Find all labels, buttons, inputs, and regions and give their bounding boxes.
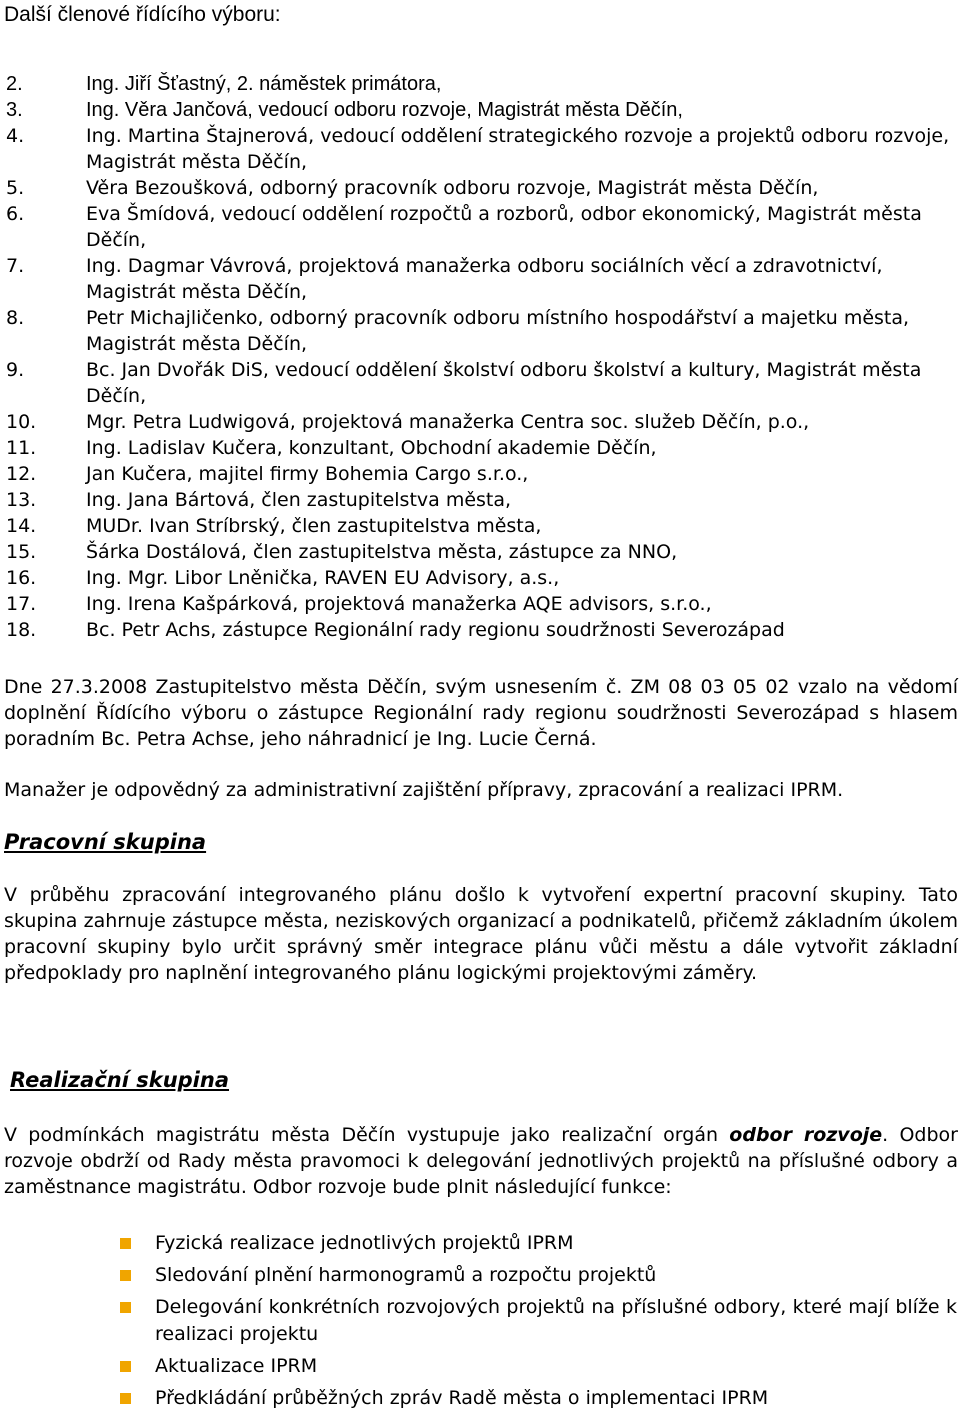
list-item [0, 357, 960, 409]
list-item [0, 305, 960, 357]
list-item-text: Ing. Věra Jančová, vedoucí odboru rozvoje, Magistrát města Děčín, [86, 99, 683, 121]
list-item-number: 7. [6, 255, 25, 277]
manager-paragraph: Manažer je odpovědný za administrativní zajištění přípravy, zpracování a realizaci IPRM. [4, 779, 844, 801]
list-item [0, 201, 960, 253]
list-item [0, 1385, 960, 1412]
list-item-number: 6. [6, 203, 25, 225]
list-item [0, 1262, 960, 1289]
list-item-text: Předkládání průběžných zpráv Radě města o implementaci IPRM [155, 1387, 769, 1409]
list-item-text: MUDr. Ivan Stríbrský, člen zastupitelstva města, [86, 515, 542, 537]
list-item-number: 4. [6, 125, 25, 147]
list-item [0, 539, 960, 565]
list-item [0, 435, 960, 461]
list-item-text: Věra Bezoušková, odborný pracovník odboru rozvoje, Magistrát města Děčín, [86, 177, 819, 199]
square-bullet-icon [120, 1361, 131, 1372]
list-item [0, 1230, 960, 1257]
square-bullet-icon [120, 1270, 131, 1281]
list-item-number: 8. [6, 307, 25, 329]
implementation-paragraph [4, 1122, 958, 1200]
square-bullet-icon [120, 1238, 131, 1249]
list-item [0, 617, 960, 643]
list-item-text: Delegování konkrétních rozvojových projektů na příslušné odbory, které mají blíže k realizaci projektu [155, 1296, 957, 1345]
working-group-paragraph: V průběhu zpracování integrovaného plánu došlo k vytvoření expertní pracovní skupiny. Tato skupina zahrnuje zástupce města, neziskových organizací a podnikatelů, přičemž základním úkolem pracovní skupiny bylo určit správný směr integrace plánu vůči městu a dále vytvořit základní předpoklady pro naplnění integrovaného plánu logickými projektovými záměry. [4, 884, 958, 984]
list-item-text: Jan Kučera, majitel firmy Bohemia Cargo s.r.o., [86, 463, 529, 485]
list-item-text: Mgr. Petra Ludwigová, projektová manažerka Centra soc. služeb Děčín, p.o., [86, 411, 810, 433]
list-item-number: 5. [6, 177, 25, 199]
list-item-text: Šárka Dostálová, člen zastupitelstva města, zástupce za NNO, [86, 541, 678, 563]
list-item-text: Ing. Jiří Šťastný, 2. náměstek primátora, [86, 73, 442, 95]
list-item [0, 97, 960, 123]
functions-list [0, 1230, 960, 1417]
list-item-number: 11. [6, 437, 37, 459]
list-item [0, 123, 960, 175]
list-item-text: Petr Michajličenko, odborný pracovník odboru místního hospodářství a majetku města, Magistrát města Děčín, [86, 307, 910, 355]
list-item [0, 1294, 960, 1348]
list-item-text: Ing. Ladislav Kučera, konzultant, Obchodní akademie Děčín, [86, 437, 657, 459]
list-item-number: 15. [6, 541, 37, 563]
resolution-paragraph: Dne 27.3.2008 Zastupitelstvo města Děčín, svým usnesením č. ZM 08 03 05 02 vzalo na vědomí doplnění Řídícího výboru o zástupce Regionální rady regionu soudržnosti Severozápad s hlasem poradním Bc. Petra Achse, jeho náhradnicí je Ing. Lucie Černá. [4, 676, 958, 750]
committee-member-list [0, 71, 960, 643]
implementation-text-start: V podmínkách magistrátu města Děčín vystupuje jako realizační orgán [4, 1124, 730, 1146]
list-item-text: Ing. Irena Kašpárková, projektová manažerka AQE advisors, s.r.o., [86, 593, 712, 615]
list-item [0, 1353, 960, 1380]
list-item [0, 253, 960, 305]
implementation-text-end: . Odbor rozvoje obdrží od Rady města pravomoci k delegování jednotlivých projektů na příslušné odbory a zaměstnance magistrátu. Odbor rozvoje bude plnit následující funkce: [4, 1124, 958, 1198]
list-item-text: Eva Šmídová, vedoucí oddělení rozpočtů a rozborů, odbor ekonomický, Magistrát města Děčín, [86, 203, 922, 251]
list-item-text: Ing. Dagmar Vávrová, projektová manažerka odboru sociálních věcí a zdravotnictví, Magistrát města Děčín, [86, 255, 883, 303]
list-item-number: 2. [6, 73, 23, 95]
list-item-number: 12. [6, 463, 37, 485]
list-item-text: Ing. Jana Bártová, člen zastupitelstva města, [86, 489, 512, 511]
list-item [0, 591, 960, 617]
list-item-text: Aktualizace IPRM [155, 1355, 318, 1377]
list-item [0, 461, 960, 487]
implementation-group-heading: Realizační skupina [10, 1068, 230, 1092]
list-item-number: 18. [6, 619, 37, 641]
list-item-text: Sledování plnění harmonogramů a rozpočtu projektů [155, 1264, 657, 1286]
list-item-number: 13. [6, 489, 37, 511]
square-bullet-icon [120, 1302, 131, 1313]
list-item-number: 17. [6, 593, 37, 615]
list-item-text: Ing. Mgr. Libor Lněnička, RAVEN EU Advisory, a.s., [86, 567, 560, 589]
list-item-number: 16. [6, 567, 37, 589]
list-item [0, 565, 960, 591]
list-item [0, 409, 960, 435]
list-item-text: Bc. Petr Achs, zástupce Regionální rady regionu soudržnosti Severozápad [86, 619, 785, 641]
list-item [0, 71, 960, 97]
list-item-number: 10. [6, 411, 37, 433]
implementation-emphasis: odbor rozvoje [729, 1124, 883, 1146]
list-item-number: 3. [6, 99, 23, 121]
working-group-heading: Pracovní skupina [4, 830, 207, 854]
list-item-number: 14. [6, 515, 37, 537]
list-item [0, 175, 960, 201]
list-item [0, 513, 960, 539]
list-item-text: Bc. Jan Dvořák DiS, vedoucí oddělení školství odboru školství a kultury, Magistrát města Děčín, [86, 359, 922, 407]
square-bullet-icon [120, 1393, 131, 1404]
list-item [0, 487, 960, 513]
list-item-text: Fyzická realizace jednotlivých projektů IPRM [155, 1232, 574, 1254]
members-intro: Další členové řídícího výboru: [4, 3, 281, 26]
list-item-number: 9. [6, 359, 25, 381]
list-item-text: Ing. Martina Štajnerová, vedoucí oddělení strategického rozvoje a projektů odboru rozvoje, Magistrát města Děčín, [86, 125, 950, 173]
